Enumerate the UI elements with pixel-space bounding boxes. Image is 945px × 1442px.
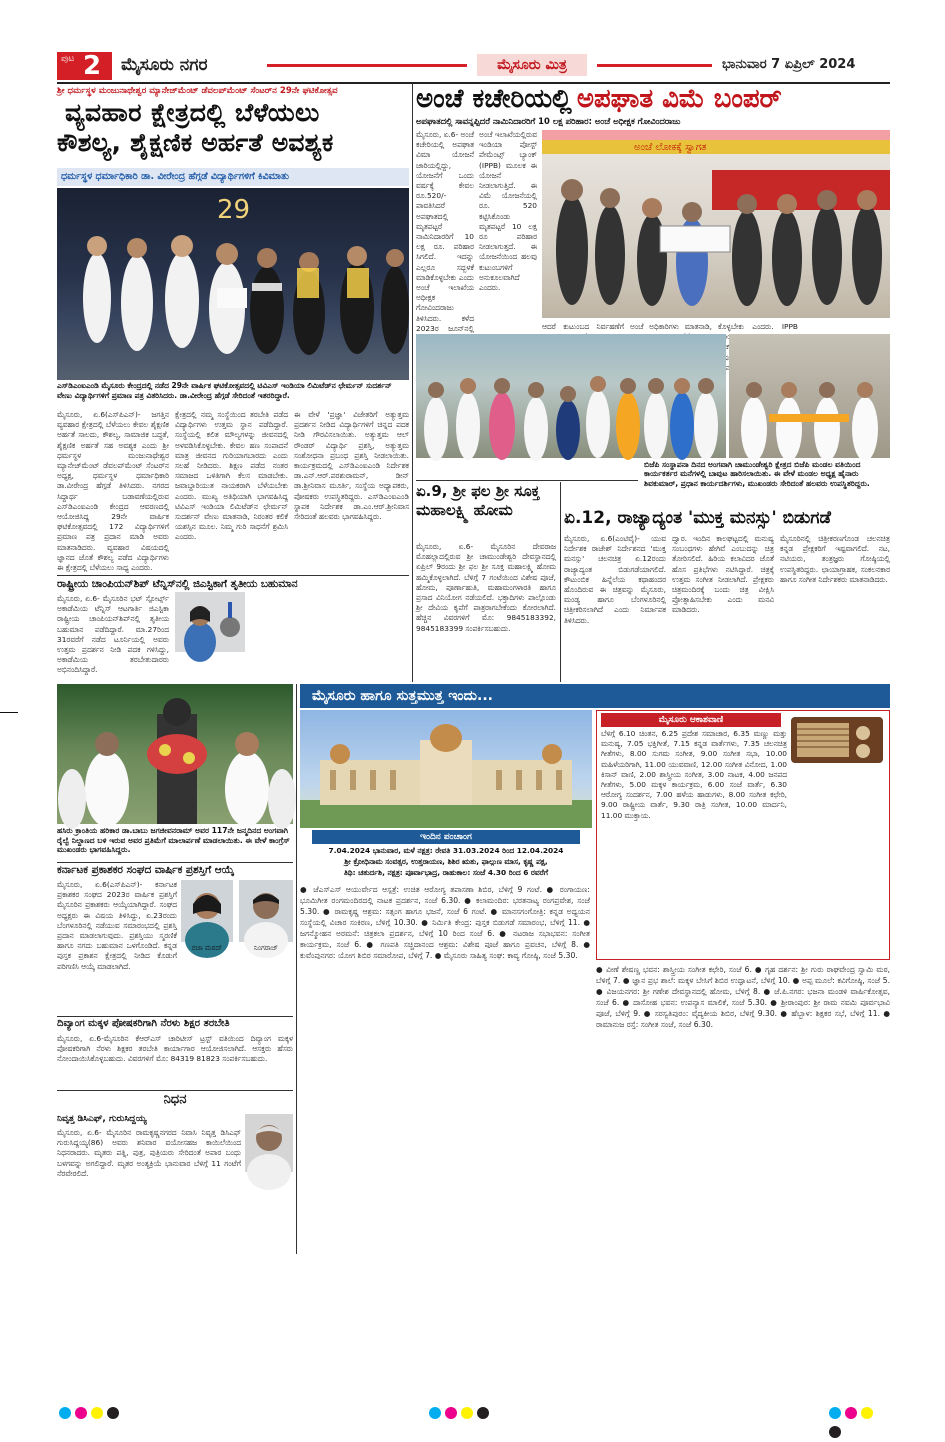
bjp-photo-second (729, 334, 890, 458)
portrait-1-art (181, 880, 233, 942)
story-column-1: ಮೈಸೂರು, ಏ.6(ಎಂಟಿವೈ)- ಯುವ ನಿರ್ದೇಶಕ ರಾಜೇಶ್ ನಿರ್ದೇಶನದ 'ಮುಕ್ತ ಮನಸ್ಸು' ಚಲನಚಿತ್ರ ಏ.12ರಂದು ರಾಜ್ಯಾದ್ಯಂತ ಬಿಡುಗಡೆಯಾಗಲಿದೆ. ಕೌಟುಂಬಿಕ ಹಿನ್ನೆಲೆಯ ಕಥಾಹಂದರ ಹೊಂದಿರುವ ಈ ಚಿತ್ರವನ್ನು ಮೈಸೂರು, ಮಂಡ್ಯ ಹಾಗೂ ಬೆಂಗಳೂರಿನಲ್ಲಿ ಚಿತ್ರೀಕರಿಸಲಾಗಿದೆ ಎಂದು ನಿರ್ಮಾಪಕ ತಿಳಿಸಿದರು. (564, 534, 666, 625)
headline-line1: ವ್ಯವಹಾರ ಕ್ಷೇತ್ರದಲ್ಲಿ ಬೆಳೆಯಲು (65, 98, 320, 127)
section-title: ಮೈಸೂರು ನಗರ (121, 55, 208, 75)
story-body: ಮೈಸೂರು, ಏ.6- ಮೈಸೂರಿನ ದೇವರಾಜ ಮೊಹಲ್ಲಾದಲ್ಲಿರುವ ಶ್ರೀ ಚಾಮುಂಡೇಶ್ವರಿ ದೇವಸ್ಥಾನದಲ್ಲಿ ಏಪ್ರಿಲ್ 9ರಂದು ಶ್ರೀ ಫಲ ಶ್ರೀ ಸೂಕ್ತ ಮಹಾಲಕ್ಷ್ಮಿ ಹೋಮ ಹಮ್ಮಿಕೊಳ್ಳಲಾಗಿದೆ. ಬೆಳಿಗ್ಗೆ 7 ಗಂಟೆಯಿಂದ ವಿಶೇಷ ಪೂಜೆ, ಹೋಮ, ಪೂರ್ಣಾಹುತಿ, ಮಹಾಮಂಗಳಾರತಿ ಹಾಗೂ ಪ್ರಸಾದ ವಿನಿಯೋಗ ನಡೆಯಲಿದೆ. ಭಕ್ತಾದಿಗಳು ಪಾಲ್ಗೊಂಡು ಶ್ರೀ ದೇವಿಯ ಕೃಪೆಗೆ ಪಾತ್ರರಾಗಬೇಕೆಂದು ಕೋರಲಾಗಿದೆ. ಹೆಚ್ಚಿನ ವಿವರಗಳಿಗೆ ಮೊ: 9845183392, 9845183399 ಸಂಪರ್ಕಿಸಬಹುದು. (416, 542, 556, 633)
story-column-1: ಮೈಸೂರು, ಏ.6- ಅಂಚೆ ಕಚೇರಿಯಲ್ಲಿ ಅಪಘಾತ ವಿಮಾ ಯೋಜನೆ ಜಾರಿಯಲ್ಲಿದ್ದು, ಯೋಜನೆಗೆ ಒಂದು ವರ್ಷಕ್ಕೆ ಕೇವಲ ರೂ.520/- ಪಾವತಿಸಿದರೆ ಅಪಘಾತದಲ್ಲಿ ಮೃತಪಟ್ಟರೆ ನಾಮಿನಿದಾರರಿಗೆ 10 ಲಕ್ಷ ರೂ. ಪರಿಹಾರ ಸಿಗಲಿದೆ. ಇದನ್ನು ಎಲ್ಲರೂ ಸದ್ಬಳಕೆ ಮಾಡಿಕೊಳ್ಳಬೇಕು ಎಂದು ಅಂಚೆ ಇಲಾಖೆಯ ಅಧೀಕ್ಷಕ ಗೋವಿಂದರಾಜು ತಿಳಿಸಿದರು. ಕಳೆದ 2023ರ ಜೂನ್‌ನಲ್ಲಿ (416, 130, 475, 333)
divider-homa (560, 482, 561, 682)
bjp-event-photo-art (416, 334, 726, 458)
headline: ರಾಷ್ಟ್ರೀಯ ಚಾಂಪಿಯನ್‌ಶಿಪ್ ಟೆನ್ನಿಸ್‌ನಲ್ಲಿ ಜಿಎಸ್ಟಿಕಾಗೆ ತೃತೀಯ ಬಹುಮಾನ (57, 578, 298, 590)
svg-text:29: 29 (217, 195, 251, 225)
story-divyanga (57, 1018, 293, 1088)
tennis-player-art (175, 592, 245, 652)
obituary-portrait (245, 1114, 293, 1172)
headline (416, 84, 890, 115)
statue-caption: ಹಸಿರು ಕ್ರಾಂತಿಯ ಹರಿಕಾರ ಡಾ.ಬಾಬು ಜಗಜೀವನರಾಮ್ ಅವರ 117ನೇ ಜನ್ಮದಿನದ ಅಂಗವಾಗಿ ರೈಲ್ವೆ ನಿಲ್ದಾಣದ ಬಳಿ ಇರುವ ಅವರ ಪ್ರತಿಮೆಗೆ ಮಾಲಾರ್ಪಣೆ ಮಾಡಲಾಯಿತು. ಈ ವೇಳೆ ಕಾಂಗ್ರೆಸ್ ಮುಖಂಡರು ಭಾಗವಹಿಸಿದ್ದರು. (57, 826, 290, 855)
palace-photo (300, 710, 592, 828)
column-divider-top (412, 84, 413, 682)
registration-marks (57, 1404, 890, 1418)
events-right: ● ವೀಣೆ ಶೇಷಣ್ಣ ಭವನ: ಶಾಸ್ತ್ರೀಯ ಸಂಗೀತ ಕಛೇರಿ, ಸಂಜೆ 6. ● ಗೃಹ ದರ್ಶನ: ಶ್ರೀ ಗುರು ರಾಘವೇಂದ್ರ ಸ್ವಾಮಿ ಮಠ, ಬೆಳಿಗ್ಗೆ 7. ● ಜ್ಞಾನ ಪ್ರಭ ಶಾಲೆ: ಮಕ್ಕಳ ಬೇಸಿಗೆ ಶಿಬಿರ ಉದ್ಘಾಟನೆ, ಬೆಳಿಗ್ಗೆ 10. ● ಅಪ್ಪ ಮೂಲೆ: ಕವಿಗೋಷ್ಠಿ, ಸಂಜೆ 5. ● ವಿಜಯನಗರ: ಶ್ರೀ ಗಣೇಶ ದೇವಸ್ಥಾನದಲ್ಲಿ ಹೋಮ, ಬೆಳಿಗ್ಗೆ 8. ● ಜೆ.ಪಿ.ನಗರ: ಭಜನಾ ಮಂಡಳಿ ವಾರ್ಷಿಕೋತ್ಸವ, ಸಂಜೆ 6. ● ದಾಸೋಹ ಭವನ: ಉಪನ್ಯಾಸ ಮಾಲಿಕೆ, ಸಂಜೆ 5.30. ● ಶ್ರೀರಾಂಪುರ: ಶ್ರೀ ರಾಮ ನವಮಿ ಪೂರ್ವಭಾವಿ ಪೂಜೆ, ಬೆಳಿಗ್ಗೆ 9. ● ಸರಸ್ವತಿಪುರಂ: ವೈದ್ಯಕೀಯ ಶಿಬಿರ, ಬೆಳಿಗ್ಗೆ 9.30. ● ಹೆಬ್ಬಾಳ: ಶಿಕ್ಷಕರ ಸಭೆ, ಬೆಳಿಗ್ಗೆ 11. ● ರಾಮಾನುಜ ರಸ್ತೆ: ಸಂಗೀತ ಸಂಜೆ, ಸಂಜೆ 6.30. (596, 965, 890, 1029)
portrait-2 (239, 880, 293, 942)
paper-name: ಮೈಸೂರು ಮಿತ್ರ (477, 54, 587, 76)
panchanga-line-3: ತಿಥಿ: ಚತುರ್ದಶಿ, ನಕ್ಷತ್ರ: ಪೂರ್ವಾಭಾದ್ರ, ರಾಹುಕಾಲ: ಸಂಜೆ 4.30 ರಿಂದ 6 ರವರೆಗೆ (343, 868, 549, 877)
headline: ಏ.9, ಶ್ರೀ ಫಲ ಶ್ರೀ ಸೂಕ್ತ ಮಹಾಲಕ್ಷ್ಮಿ ಹೋಮ (416, 482, 540, 519)
story-body: ಮೈಸೂರು, ಏ.6-ಮೈಸೂರಿನ ಕೆಆರ್‌ಎಸ್ ಚಾರಿಟೀಸ್ ಟ್ರಸ್ಟ್ ವತಿಯಿಂದ ದಿವ್ಯಾಂಗ ಮಕ್ಕಳ ಪೋಷಕರಿಗಾಗಿ ನೆರಳು ಶಿಕ್ಷಕರ ತರಬೇತಿ ಕಾರ್ಯಾಗಾರ ಆಯೋಜಿಸಲಾಗಿದೆ. ಆಸಕ್ತರು ಹೆಸರು ನೋಂದಾಯಿಸಿಕೊಳ್ಳಬಹುದು. ವಿವರಗಳಿಗೆ ಮೊ: 84319 81823 ಸಂಪರ್ಕಿಸಬಹುದು. (57, 1034, 293, 1064)
obituary (57, 1092, 293, 1238)
headline: ಏ.12, ರಾಜ್ಯಾದ್ಯಂತ 'ಮುಕ್ತ ಮನಸ್ಸು' ಬಿಡುಗಡೆ (564, 508, 831, 528)
row-divider (416, 480, 638, 481)
obituary-body: ಮೈಸೂರು, ಏ.6- ಮೈಸೂರಿನ ರಾಮಕೃಷ್ಣನಗರದ ನಿವಾಸಿ ನಿವೃತ್ತ ಡಿಸಿಎಫ್ ಗುರುಸಿದ್ದಯ್ಯ(86) ಅವರು ಶನಿವಾರ ವಯೋಸಹಜ ಕಾಯಿಲೆಯಿಂದ ನಿಧನರಾದರು. ಮೃತರು ಪತ್ನಿ, ಪುತ್ರ, ಪುತ್ರಿಯರು ಸೇರಿದಂತೆ ಅಪಾರ ಬಂಧು ಬಳಗವನ್ನು ಅಗಲಿದ್ದಾರೆ. ಮೃತರ ಅಂತ್ಯಕ್ರಿಯೆ ಭಾನುವಾರ ಬೆಳಿಗ್ಗೆ 11 ಗಂಟೆಗೆ ನೆರವೇರಲಿದೆ. (57, 1128, 241, 1178)
story-film (564, 510, 890, 682)
story-column-1: ಮೈಸೂರು, ಏ.6(ಎಸ್‌ಪಿಎನ್)- ಜಗತ್ತಿನ ವ್ಯವಹಾರ ಕ್ಷೇತ್ರದಲ್ಲಿ ಬೆಳೆಯಲು ಕೇವಲ ಶೈಕ್ಷಣಿಕ ಅರ್ಹತೆ ಸಾಲದು, ಕೌಶಲ್ಯ, ಸಾಮಾಜಿಕ ಬದ್ಧತೆ, ಶೈಕ್ಷಣಿಕ ಅರ್ಹತೆ ಸಹ ಅವಶ್ಯಕ ಎಂದು ಶ್ರೀ ಧರ್ಮಸ್ಥಳ ಮಂಜುನಾಥೇಶ್ವರ ಮ್ಯಾನೇಜ್‌ಮೆಂಟ್ ಡೆವಲಪ್‌ಮೆಂಟ್ ಸೆಂಟರ್‌ನ ಅಧ್ಯಕ್ಷ, ಧರ್ಮಸ್ಥಳ ಧರ್ಮಾಧಿಕಾರಿ ಡಾ.ವೀರೇಂದ್ರ ಹೆಗ್ಗಡೆ ತಿಳಿಸಿದರು. ನಗರದ ಸಿದ್ದಾರ್ಥ ಬಡಾವಣೆಯಲ್ಲಿರುವ ಎಸ್‌ಡಿಎಂಐಎಂಡಿ ಕೇಂದ್ರದ ಆವರಣದಲ್ಲಿ ಆಯೋಜಿಸಿದ್ದ 29ನೇ ವಾರ್ಷಿಕ ಘಟಿಕೋತ್ಸವದಲ್ಲಿ 172 ವಿದ್ಯಾರ್ಥಿಗಳಿಗೆ ಪ್ರಮಾಣ ಪತ್ರ ಪ್ರದಾನ ಮಾಡಿ ಅವರು ಮಾತನಾಡಿದರು. ವ್ಯವಹಾರ ವಿಷಯದಲ್ಲಿ ಜ್ಞಾನದ ಜೊತೆ ಕೌಶಲ್ಯ ಪಡೆದ ವಿದ್ಯಾರ್ಥಿಗಳು ಈ ಕ್ಷೇತ್ರದಲ್ಲಿ ಬೆಳೆಯಲು ಸಾಧ್ಯ ಎಂದರು. (57, 410, 169, 573)
story-column-2: ಕ್ಷೇತ್ರದಲ್ಲಿ ನಮ್ಮ ಸಂಸ್ಥೆಯಿಂದ ತರಬೇತಿ ಪಡೆದ ವಿದ್ಯಾರ್ಥಿಗಳು ಉತ್ತಮ ಸ್ಥಾನ ಪಡೆದಿದ್ದಾರೆ. ಸಂಸ್ಥೆಯಲ್ಲಿ ಕಲಿತ ಮೌಲ್ಯಗಳನ್ನು ಜೀವನದಲ್ಲಿ ಅಳವಡಿಸಿಕೊಳ್ಳಬೇಕು. ಕೇವಲ ಹಣ ಸಂಪಾದನೆ ಮಾತ್ರ ಜೀವನದ ಗುರಿಯಾಗಬಾರದು ಎಂದು ಸಲಹೆ ನೀಡಿದರು. ಶಿಕ್ಷಣ ಪಡೆದ ನಂತರ ಸಮಾಜದ ಒಳಿತಿಗಾಗಿ ಕೆಲಸ ಮಾಡಬೇಕು. ಜವಾಬ್ದಾರಿಯುತ ನಾಯಕರಾಗಿ ಬೆಳೆಯಬೇಕು ಎಂದರು. ಮುಖ್ಯ ಅತಿಥಿಯಾಗಿ ಭಾಗವಹಿಸಿದ್ದ ಟಿವಿಎಸ್ ಇಂಡಿಯಾ ಲಿಮಿಟೆಡ್‌ನ ಛೇರ್ಮನ್ ಸುದರ್ಶನ್ ವೇಣು ಮಾತನಾಡಿ, ನಿರಂತರ ಕಲಿಕೆ ಯಶಸ್ಸಿನ ಮೂಲ. ನಿಮ್ಮ ಗುರಿ ಸಾಧನೆಗೆ ಶ್ರಮಿಸಿ ಎಂದರು. (175, 410, 288, 542)
headline: ಕರ್ನಾಟಕ ಪ್ರಕಾಶಕರ ಸಂಘದ ವಾರ್ಷಿಕ ಪ್ರಶಸ್ತಿಗೆ ಆಯ್ಕೆ (57, 864, 235, 876)
page-number-box (57, 52, 112, 80)
radio-box (596, 710, 890, 960)
story-column-5: ಕೊಳ್ಳಬೇಕು ಎಂದರು. IPPB ಹಿರಿಯ (718, 322, 798, 342)
registration-dots-left (57, 1404, 121, 1423)
story-tennis (57, 578, 409, 682)
story-homa (416, 482, 556, 682)
headline-red: ಅಪಘಾತ ವಿಮೆ ಬಂಪರ್ (576, 84, 782, 114)
panchanga-line-2: ಶ್ರೀ ಕ್ರೋಧಿನಾಮ ಸಂವತ್ಸರ, ಉತ್ತರಾಯಣ, ಶಿಶಿರ ಋತು, ಫಾಲ್ಗುಣ ಮಾಸ, ಕೃಷ್ಣ ಪಕ್ಷ, (344, 857, 548, 866)
portrait-2-name: ನಿಂಗರಾಜ್ (254, 944, 278, 952)
kicker: ಶ್ರೀ ಧರ್ಮಸ್ಥಳ ಮಂಜುನಾಥೇಶ್ವರ ಮ್ಯಾನೇಜ್‌ಮೆಂಟ್ ಡೆವಲಪ್‌ಮೆಂಟ್ ಸೆಂಟರ್‌ನ 29ನೇ ಘಟಿಕೋತ್ಸವ (57, 86, 338, 96)
divider-tennis-top (57, 575, 409, 576)
story-column-2: ಅಂಚೆ ಇಲಾಖೆಯಲ್ಲಿರುವ ಇಂಡಿಯಾ ಪೋಸ್ಟ್ ಪೇಮೆಂಟ್ಸ್ ಬ್ಯಾಂಕ್ (IPPB) ಮೂಲಕ ಈ ಯೋಜನೆ ನೀಡಲಾಗುತ್ತಿದೆ. ಈ ವಿಮೆ ಯೋಜನೆಯಲ್ಲಿ ರೂ. 520 ಕಟ್ಟಿಸಿಕೊಂಡು ಮೃತಪಟ್ಟರೆ 10 ಲಕ್ಷ ರೂ ಪರಿಹಾರ ನೀಡಲಾಗುತ್ತದೆ. ಈ ಯೋಜನೆಯಿಂದ ಹಲವು ಕುಟುಂಬಗಳಿಗೆ ಅನುಕೂಲವಾಗಿದೆ ಎಂದರು. (479, 130, 537, 293)
story-column-3: ಆದರೆ ಕುಟುಂಬದ ನಿರ್ವಹಣೆಗೆ (542, 322, 624, 331)
story-publishers (57, 864, 293, 1014)
story-column-4: ಅಂಚೆ ಅಧಿಕಾರಿಗಳು ಮಾತನಾಡಿ, (630, 322, 712, 331)
divider-obituary-top (57, 1090, 293, 1091)
registration-dots-right (827, 1404, 890, 1442)
issue-date: ಭಾನುವಾರ 7 ಏಪ್ರಿಲ್ 2024 (722, 57, 856, 72)
photo-caption: ಎಸ್‌ಡಿಎಂಐಎಂಡಿ ಮೈಸೂರು ಕೇಂದ್ರದಲ್ಲಿ ನಡೆದ 29ನೇ ವಾರ್ಷಿಕ ಘಟಿಕೋತ್ಸವದಲ್ಲಿ ಟಿವಿಎಸ್ ಇಂಡಿಯಾ ಲಿಮಿಟೆಡ್‌ನ ಛೇರ್ಮನ್ ಸುದರ್ಶನ್ ವೇಣು ವಿದ್ಯಾರ್ಥಿಗಳಿಗೆ ಪ್ರಮಾಣ ಪತ್ರ ವಿತರಿಸಿದರು. ಡಾ.ವೀರೇಂದ್ರ ಹೆಗ್ಗಡೆ ಸೇರಿದಂತೆ ಇತರರಿದ್ದಾರೆ. (57, 381, 392, 400)
palace-photo-art (300, 710, 592, 828)
column-divider-bottom (296, 684, 297, 1254)
radio-icon (789, 713, 885, 765)
statue-photo (57, 684, 293, 824)
headline-line2: ಕೌಶಲ್ಯ, ಶೈಕ್ಷಣಿಕ ಅರ್ಹತೆ ಅವಶ್ಯಕ (57, 128, 334, 157)
crop-mark-left (0, 712, 18, 713)
masthead (57, 52, 890, 80)
events-left: ● ಜೆಎಸ್‌ಎಸ್ ಆಯುರ್ವೇದ ಆಸ್ಪತ್ರೆ: ಉಚಿತ ಆರೋಗ್ಯ ತಪಾಸಣಾ ಶಿಬಿರ, ಬೆಳಿಗ್ಗೆ 9 ಗಂಟೆ. ● ರಂಗಾಯಣ: ಭೂಮಿಗೀತ ರಂಗಮಂದಿರದಲ್ಲಿ ನಾಟಕ ಪ್ರದರ್ಶನ, ಸಂಜೆ 6.30. ● ಕಲಾಮಂದಿರ: ಭರತನಾಟ್ಯ ರಂಗಪ್ರವೇಶ, ಸಂಜೆ 5.30. ● ರಾಮಕೃಷ್ಣ ಆಶ್ರಮ: ಸತ್ಸಂಗ ಹಾಗೂ ಭಜನೆ, ಸಂಜೆ 6 ಗಂಟೆ. ● ಮಾನಸಗಂಗೋತ್ರಿ: ಕನ್ನಡ ಅಧ್ಯಯನ ಸಂಸ್ಥೆಯಲ್ಲಿ ವಿಚಾರ ಸಂಕಿರಣ, ಬೆಳಿಗ್ಗೆ 10.30. ● ನಿರ್ಮಿತಿ ಕೇಂದ್ರ: ಪುಸ್ತಕ ಬಿಡುಗಡೆ ಸಮಾರಂಭ, ಬೆಳಿಗ್ಗೆ 11. ● ಜಗನ್ಮೋಹನ ಅರಮನೆ: ಚಿತ್ರಕಲಾ ಪ್ರದರ್ಶನ, ಬೆಳಿಗ್ಗೆ 10 ರಿಂದ ಸಂಜೆ 6. ● ನಟರಾಜ ಸಭಾಭವನ: ಸಂಗೀತ ಕಾರ್ಯಕ್ರಮ, ಸಂಜೆ 6. ● ಗಣಪತಿ ಸಚ್ಚಿದಾನಂದ ಆಶ್ರಮ: ವಿಶೇಷ ಪೂಜೆ ಹಾಗೂ ಪ್ರವಚನ, ಬೆಳಿಗ್ಗೆ 8. ● ಕುವೆಂಪುನಗರ: ಯೋಗ ಶಿಬಿರ ಸಮಾರೋಪ, ಬೆಳಿಗ್ಗೆ 7. ● ಮೈಸೂರು ಸಾಹಿತ್ಯ ಸಂಘ: ಕಾವ್ಯ ಗೋಷ್ಠಿ, ಸಂಜೆ 5.30. (300, 885, 590, 960)
subhead: ಅಪಘಾತದಲ್ಲಿ ಸಾವನ್ನಪ್ಪಿದರೆ ನಾಮಿನಿದಾರರಿಗೆ 10 ಲಕ್ಷ ಪರಿಹಾರ: ಅಂಚೆ ಅಧೀಕ್ಷಕ ಗೋವಿಂದರಾಜು (416, 116, 681, 126)
portrait-1 (181, 880, 233, 942)
convocation-photo-art (57, 188, 409, 380)
headline-black: ಅಂಚೆ ಕಚೇರಿಯಲ್ಲಿ (416, 84, 572, 114)
today-banner: ಮೈಸೂರು ಹಾಗೂ ಸುತ್ತಮುತ್ತ ಇಂದು... (300, 684, 890, 708)
post-office-photo (542, 130, 890, 318)
divider-divyanga-top (57, 1016, 293, 1017)
banner-text: ಅಂಚೆ ಲೋಕಕ್ಕೆ ಸ್ವಾಗತ (634, 142, 707, 153)
masthead-rule-right (597, 64, 712, 67)
story-convocation (57, 84, 409, 574)
portrait-2-art (239, 880, 293, 942)
page-number: 2 (83, 51, 102, 81)
story-column-3: ಈ ವೇಳೆ 'ಪ್ರಜ್ಞಾ' ವಿಜೇತರಿಗೆ ಅತ್ಯುತ್ತಮ ಪ್ರದರ್ಶನ ನೀಡಿದ ವಿದ್ಯಾರ್ಥಿಗಳಿಗೆ ಚಿನ್ನದ ಪದಕ ನೀಡಿ ಗೌರವಿಸಲಾಯಿತು. ಅತ್ಯುತ್ತಮ ಆಲ್ ರೌಂಡರ್ ವಿದ್ಯಾರ್ಥಿ ಪ್ರಶಸ್ತಿ, ಅತ್ಯುತ್ತಮ ಸಂಶೋಧನಾ ಪ್ರಬಂಧ ಪ್ರಶಸ್ತಿ ನೀಡಲಾಯಿತು. ಕಾರ್ಯಕ್ರಮದಲ್ಲಿ ಎಸ್‌ಡಿಎಂಐಎಂಡಿ ನಿರ್ದೇಶಕ ಡಾ.ಎನ್.ಆರ್.ಪರಶುರಾಮನ್, ಡೀನ್ ಡಾ.ಶ್ರೀನಿವಾಸ ಮೂರ್ತಿ, ಸಂಸ್ಥೆಯ ಅಧ್ಯಾಪಕರು, ಪೋಷಕರು ಉಪಸ್ಥಿತರಿದ್ದರು. ಎಸ್‌ಡಿಎಂಐಎಂಡಿ ಸ್ಥಾಪಕ ನಿರ್ದೇಶಕ ಡಾ.ಎಂ.ಆರ್.ಶ್ರೀನಿವಾಸ ಸೇರಿದಂತೆ ಹಲವರು ಭಾಗವಹಿಸಿದ್ದರು. (294, 410, 409, 522)
registration-dots-center (427, 1404, 491, 1423)
story-column-3: ಮೈಸೂರಿನಲ್ಲಿ ಚಿತ್ರೀಕರಣಗೊಂಡ ಚಲನಚಿತ್ರ ಕನ್ನಡ ಪ್ರೇಕ್ಷಕರಿಗೆ ಇಷ್ಟವಾಗಲಿದೆ. ನಟ, ನಟಿಯರು, ತಂತ್ರಜ್ಞರು ಗೋಷ್ಠಿಯಲ್ಲಿ ಉಪಸ್ಥಿತರಿದ್ದರು. ಛಾಯಾಗ್ರಾಹಕ, ಸಂಕಲನಕಾರ ಹಾಗೂ ಸಂಗೀತ ನಿರ್ದೇಶಕರು ಮಾತನಾಡಿದರು. (780, 534, 890, 584)
radio-set-art (789, 713, 885, 765)
headline: ದಿವ್ಯಾಂಗ ಮಕ್ಕಳ ಪೋಷಕರಿಗಾಗಿ ನೆರಳು ಶಿಕ್ಷರ ತರಬೇತಿ (57, 1018, 230, 1029)
portrait-1-name: ರಜಾ ಮಠದ್ (191, 944, 223, 952)
post-office-photo-art (542, 130, 890, 318)
masthead-rule-left (267, 64, 467, 67)
story-body-cont (251, 594, 409, 682)
page-label: ಪುಟ (61, 54, 75, 64)
bjp-caption: ಬಿಜೆಪಿ ಸಂಸ್ಥಾಪನಾ ದಿನದ ಅಂಗವಾಗಿ ಚಾಮುಂಡೇಶ್ವರಿ ಕ್ಷೇತ್ರದ ಬಿಜೆಪಿ ಮಂಡಲ ವತಿಯಿಂದ ಕಾರ್ಯಕರ್ತರ ಮನೆಗಳಲ್ಲಿ ಬಾವುಟ ಹಾರಿಸಲಾಯಿತು. ಈ ವೇಳೆ ಮಂಡಲ ಅಧ್ಯಕ್ಷ ಹೈನಾರು ಶಿವಕುಮಾರ್, ಪ್ರಧಾನ ಕಾರ್ಯದರ್ಶಿಗಳು, ಮುಖಂಡರು ಸೇರಿದಂತೆ ಹಲವರು ಉಪಸ್ಥಿತರಿದ್ದರು. (644, 460, 890, 508)
panchanga-title: ಇಂದಿನ ಪಂಚಾಂಗ (312, 830, 580, 844)
divider-publishers-top (57, 862, 293, 863)
obituary-title: ನಿಧನ (163, 1092, 187, 1107)
radio-body: ಬೆಳಿಗ್ಗೆ 6.10 ಚಿಂತನ, 6.25 ಪ್ರದೇಶ ಸಮಾಚಾರ, 6.35 ಮಣ್ಣು ಮತ್ತು ಮನುಷ್ಯ, 7.05 ಭಕ್ತಿಗೀತೆ, 7.15 ಕನ್ನಡ ವಾರ್ತೆಗಳು, 7.35 ಚಲನಚಿತ್ರ ಗೀತೆಗಳು, 8.00 ಸುಗಮ ಸಂಗೀತ, 9.00 ಸಂಗೀತ ಸಭಾ, 10.00 ಮಹಿಳೆಯರಿಗಾಗಿ, 11.00 ಯುವವಾಣಿ, 12.00 ಸಂಗೀತ ವಿನೋದ, 1.00 ಕಿಸಾನ್ ವಾಣಿ, 2.00 ಶಾಸ್ತ್ರೀಯ ಸಂಗೀತ, 3.00 ನಾಟಕ, 4.00 ಜನಪದ ಗೀತೆಗಳು, 5.00 ಮಕ್ಕಳ ಕಾರ್ಯಕ್ರಮ, 6.00 ಸಂಜೆ ವಾರ್ತೆ, 6.30 ಆರೋಗ್ಯ ಸಂದರ್ಶನ, 7.00 ಹಳೆಯ ಹಾಡುಗಳು, 8.00 ಸಂಗೀತ ಕಛೇರಿ, 9.00 ರಾಷ್ಟ್ರೀಯ ವಾರ್ತೆ, 9.30 ರಾತ್ರಿ ಸಂಗೀತ, 10.00 ಮಾರ್ದನಿ, 11.00 ಮುಕ್ತಾಯ. (601, 729, 787, 820)
story-column-2: ದ್ವಾರ. ಇಂದಿನ ಕಾಲಘಟ್ಟದಲ್ಲಿ ಮನುಷ್ಯ ಸಂಬಂಧಗಳು ಹೇಗಿವೆ ಎಂಬುದನ್ನು ಚಿತ್ರ ತೋರಿಸಲಿದೆ. ಹಿರಿಯ ಕಲಾವಿದರ ಜೊತೆ ಹೊಸ ಪ್ರತಿಭೆಗಳು ನಟಿಸಿದ್ದಾರೆ. ಚಿತ್ರಕ್ಕೆ ಉತ್ತಮ ಸಂಗೀತ ನೀಡಲಾಗಿದೆ. ಪ್ರೇಕ್ಷಕರು ಚಿತ್ರಮಂದಿರಕ್ಕೆ ಬಂದು ಚಿತ್ರ ವೀಕ್ಷಿಸಿ ಪ್ರೋತ್ಸಾಹಿಸಬೇಕು ಎಂದು ಮನವಿ ಮಾಡಿದರು. (672, 534, 774, 615)
story-body: ಮೈಸೂರು, ಏ.6- ಮೈಸೂರಿನ ಭಟ್ ಸ್ಪೋರ್ಟ್ಸ್ ಅಕಾಡೆಮಿಯ ಟೆನ್ನಿಸ್ ಆಟಗಾರ್ತಿ ಜಿಎಸ್ಟಿಕಾ ರಾಷ್ಟ್ರೀಯ ಚಾಂಪಿಯನ್‌ಶಿಪ್‌ನಲ್ಲಿ ತೃತೀಯ ಬಹುಮಾನ ಪಡೆದಿದ್ದಾರೆ. ಮಾ.27ರಿಂದ 31ರವರೆಗೆ ನಡೆದ ಟೂರ್ನಿಯಲ್ಲಿ ಅವರು ಉತ್ತಮ ಪ್ರದರ್ಶನ ನೀಡಿ ಪದಕ ಗಳಿಸಿದ್ದು, ಅಕಾಡೆಮಿಯ ತರಬೇತುದಾರರು ಅಭಿನಂದಿಸಿದ್ದಾರೆ. (57, 594, 169, 675)
obituary-name: ನಿವೃತ್ತ ಡಿಸಿಎಫ್, ಗುರುಸಿದ್ದಯ್ಯ (57, 1114, 147, 1124)
subhead: ಧರ್ಮಸ್ಥಳ ಧರ್ಮಾಧಿಕಾರಿ ಡಾ. ವೀರೇಂದ್ರ ಹೆಗ್ಗಡೆ ವಿದ್ಯಾರ್ಥಿಗಳಿಗೆ ಕಿವಿಮಾತು (57, 168, 409, 186)
radio-title: ಮೈಸೂರು ಆಕಾಶವಾಣಿ (601, 713, 781, 727)
panchanga-line-1: 7.04.2024 ಭಾನುವಾರ, ಮಳೆ ನಕ್ಷತ್ರ: ರೇವತಿ 31.03.2024 ರಿಂದ 12.04.2024 (328, 846, 564, 855)
tennis-player-photo (175, 592, 245, 652)
story-body: ಮೈಸೂರು, ಏ.6(ಎಸ್‌ಪಿಎನ್)- ಕರ್ನಾಟಕ ಪ್ರಕಾಶಕರ ಸಂಘದ 2023ರ ವಾರ್ಷಿಕ ಪ್ರಶಸ್ತಿಗೆ ಮೈಸೂರಿನ ಪ್ರಕಾಶಕರು ಆಯ್ಕೆಯಾಗಿದ್ದಾರೆ. ಸಂಘದ ಅಧ್ಯಕ್ಷರು ಈ ವಿಷಯ ತಿಳಿಸಿದ್ದು, ಏ.23ರಂದು ಬೆಂಗಳೂರಿನಲ್ಲಿ ನಡೆಯುವ ಸಮಾರಂಭದಲ್ಲಿ ಪ್ರಶಸ್ತಿ ಪ್ರದಾನ ಮಾಡಲಾಗುವುದು. ಪ್ರಶಸ್ತಿಯು ಸ್ಮರಣಿಕೆ ಹಾಗೂ ನಗದು ಬಹುಮಾನ ಒಳಗೊಂಡಿದೆ. ಕನ್ನಡ ಪುಸ್ತಕ ಪ್ರಕಾಶನ ಕ್ಷೇತ್ರದಲ್ಲಿ ನೀಡಿದ ಕೊಡುಗೆ ಪರಿಗಣಿಸಿ ಆಯ್ಕೆ ಮಾಡಲಾಗಿದೆ. (57, 880, 177, 971)
statue-photo-art (57, 684, 293, 824)
bjp-event-photo (416, 334, 726, 458)
convocation-photo (57, 188, 409, 380)
obituary-portrait-art (245, 1114, 293, 1172)
bjp-photo-second-art (729, 334, 890, 458)
